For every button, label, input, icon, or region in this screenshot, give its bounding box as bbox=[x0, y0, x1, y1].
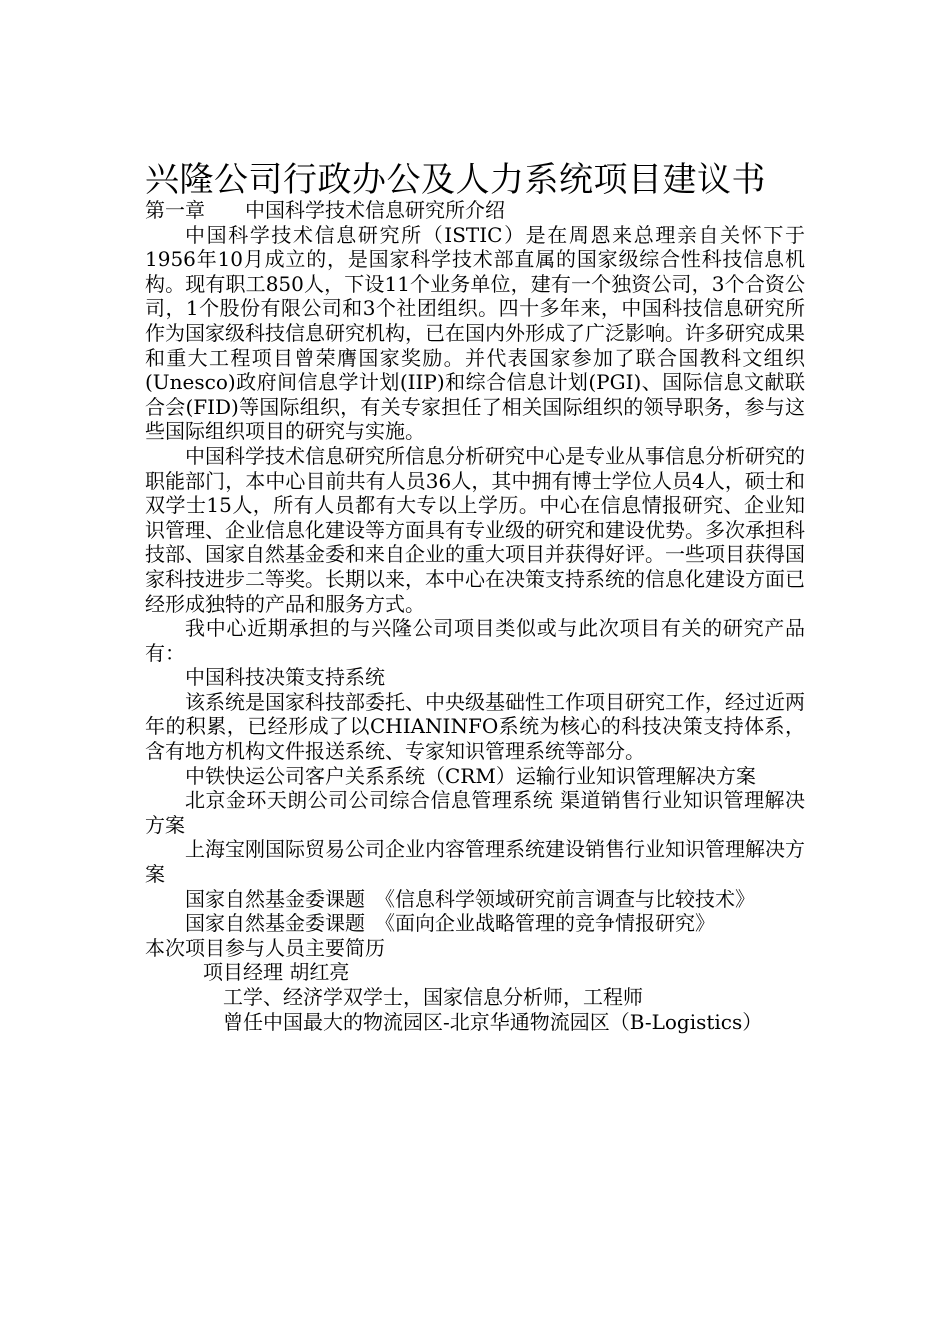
list-item-nsfc-2: 国家自然基金委课题 《面向企业战略管理的竞争情报研究》 bbox=[185, 911, 715, 936]
document-title: 兴隆公司行政办公及人力系统项目建议书 bbox=[145, 160, 766, 200]
chapter-heading: 第一章 中国科学技术信息研究所介绍 bbox=[145, 198, 505, 222]
person-line: 项目经理 胡红亮 bbox=[203, 960, 350, 985]
list-item-nsfc-1: 国家自然基金委课题 《信息科学领域研究前言调查与比较技术》 bbox=[185, 886, 755, 911]
section-heading: 本次项目参与人员主要简历 bbox=[145, 935, 385, 960]
list-item-crm: 中铁快运公司客户关系系统（CRM）运输行业知识管理解决方案 bbox=[185, 763, 756, 788]
list-item-decision-system: 中国科技决策支持系统 bbox=[185, 665, 385, 690]
person-detail-history: 曾任中国最大的物流园区-北京华通物流园区（B-Logistics） bbox=[223, 1009, 763, 1034]
list-item-baogang: 上海宝刚国际贸易公司企业内容管理系统建设销售行业知识管理解决方案 bbox=[145, 837, 805, 887]
document-body bbox=[145, 198, 805, 1034]
paragraph-analysis-center: 中国科学技术信息研究所信息分析研究中心是专业从事信息分析研究的职能部门，本中心目前共有人员36人，其中拥有博士学位人员4人，硕士和双学士15人，所有人员都有大专以上学历。中心在信息情报研究、企业知识管理、企业信息化建设等方面具有专业级的研究和建设优势。多次承担科技部、国家自然基金委和来自企业的重大项目并获得好评。一些项目获得国家科技进步二等奖。长期以来，本中心在决策支持系统的信息化建设方面已经形成独特的产品和服务方式。 bbox=[145, 443, 805, 616]
paragraph-istic-intro: 中国科学技术信息研究所（ISTIC）是在周恩来总理亲自关怀下于1956年10月成立的，是国家科学技术部直属的国家级综合性科技信息机构。现有职工850人，下设11个业务单位，建有一个独资公司，3个合资公司，1个股份有限公司和3个社团组织。四十多年来，中国科技信息研究所作为国家级科技信息研究机构，已在国内外形成了广泛影响。许多研究成果和重大工程项目曾荣膺国家奖励。并代表国家参加了联合国教科文组织(Unesco)政府间信息学计划(IIP)和综合信息计划(PGI)、国际信息文献联合会(FID)等国际组织，有关专家担任了相关国际组织的领导职务，参与这些国际组织项目的研究与实施。 bbox=[145, 222, 805, 444]
person-detail-degree: 工学、经济学双学士，国家信息分析师，工程师 bbox=[223, 985, 643, 1009]
list-item-jinhuan: 北京金环天朗公司公司综合信息管理系统 渠道销售行业知识管理解决方案 bbox=[145, 788, 805, 837]
paragraph-decision-system-desc: 该系统是国家科技部委托、中央级基础性工作项目研究工作，经过近两年的积累，已经形成了以CHIANINFO系统为核心的科技决策支持体系，含有地方机构文件报送系统、专家知识管理系统等部分。 bbox=[145, 689, 805, 764]
paragraph-related-products: 我中心近期承担的与兴隆公司项目类似或与此次项目有关的研究产品有： bbox=[145, 616, 805, 665]
